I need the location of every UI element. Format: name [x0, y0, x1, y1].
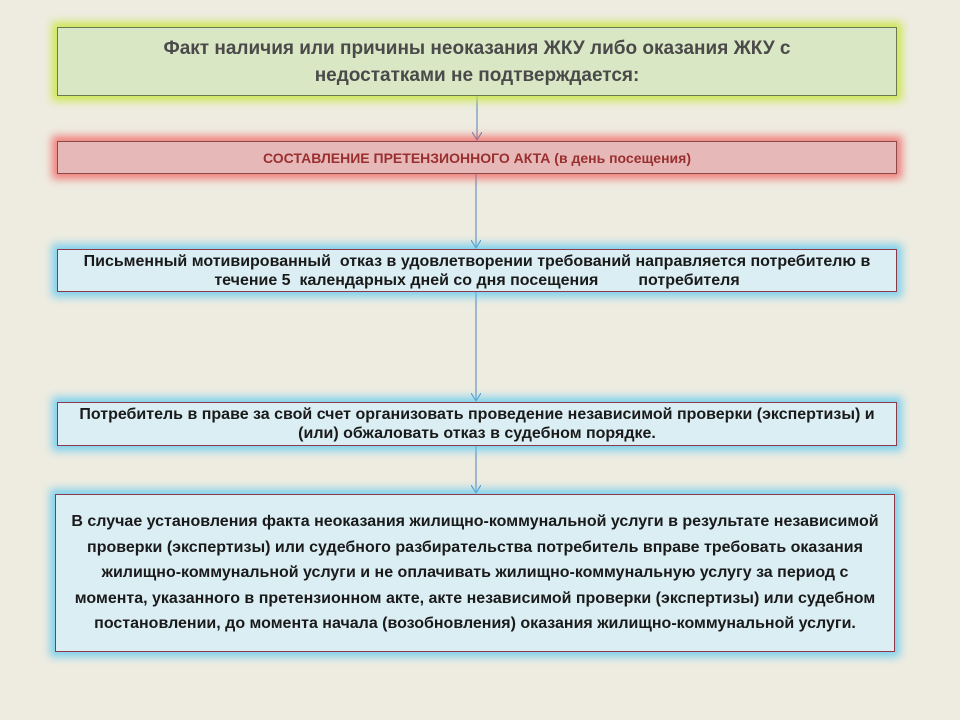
flow-step-not-confirmed	[57, 27, 897, 96]
flow-step-5-text: В случае установления факта неоказания жилищно-коммунальной услуги в результате независимой проверки (экспертизы) или судебного разбирательства потребитель вправе требовать оказания жилищно-коммунальной услуги и не оплачивать жилищно-коммунальную услугу за период с момента, указанного в претензионном акте, акте независимой проверки (экспертизы) или судебном постановлении, до момента начала (возобновления) оказания жилищно-коммунальной услуги.	[71, 513, 879, 633]
flow-step-consumer-rights	[55, 494, 895, 652]
flow-step-claim-act	[57, 141, 897, 174]
flow-step-4-text: Потребитель в праве за свой счет организовать проведение независимой проверки (экспертизы) и (или) обжаловать отказ в судебном порядке.	[79, 406, 875, 442]
flow-step-independent-check	[57, 402, 897, 446]
flow-step-3-text: Письменный мотивированный отказ в удовлетворении требований направляется потребителю в течение 5 календарных дней со дня посещения потребителя	[83, 252, 875, 289]
flow-step-written-refusal	[57, 249, 897, 292]
flow-step-2-text: СОСТАВЛЕНИЕ ПРЕТЕНЗИОННОГО АКТА (в день посещения)	[263, 149, 691, 166]
flow-step-1-text: Факт наличия или причины неоказания ЖКУ либо оказания ЖКУ с недостатками не подтверждается:	[163, 37, 791, 86]
